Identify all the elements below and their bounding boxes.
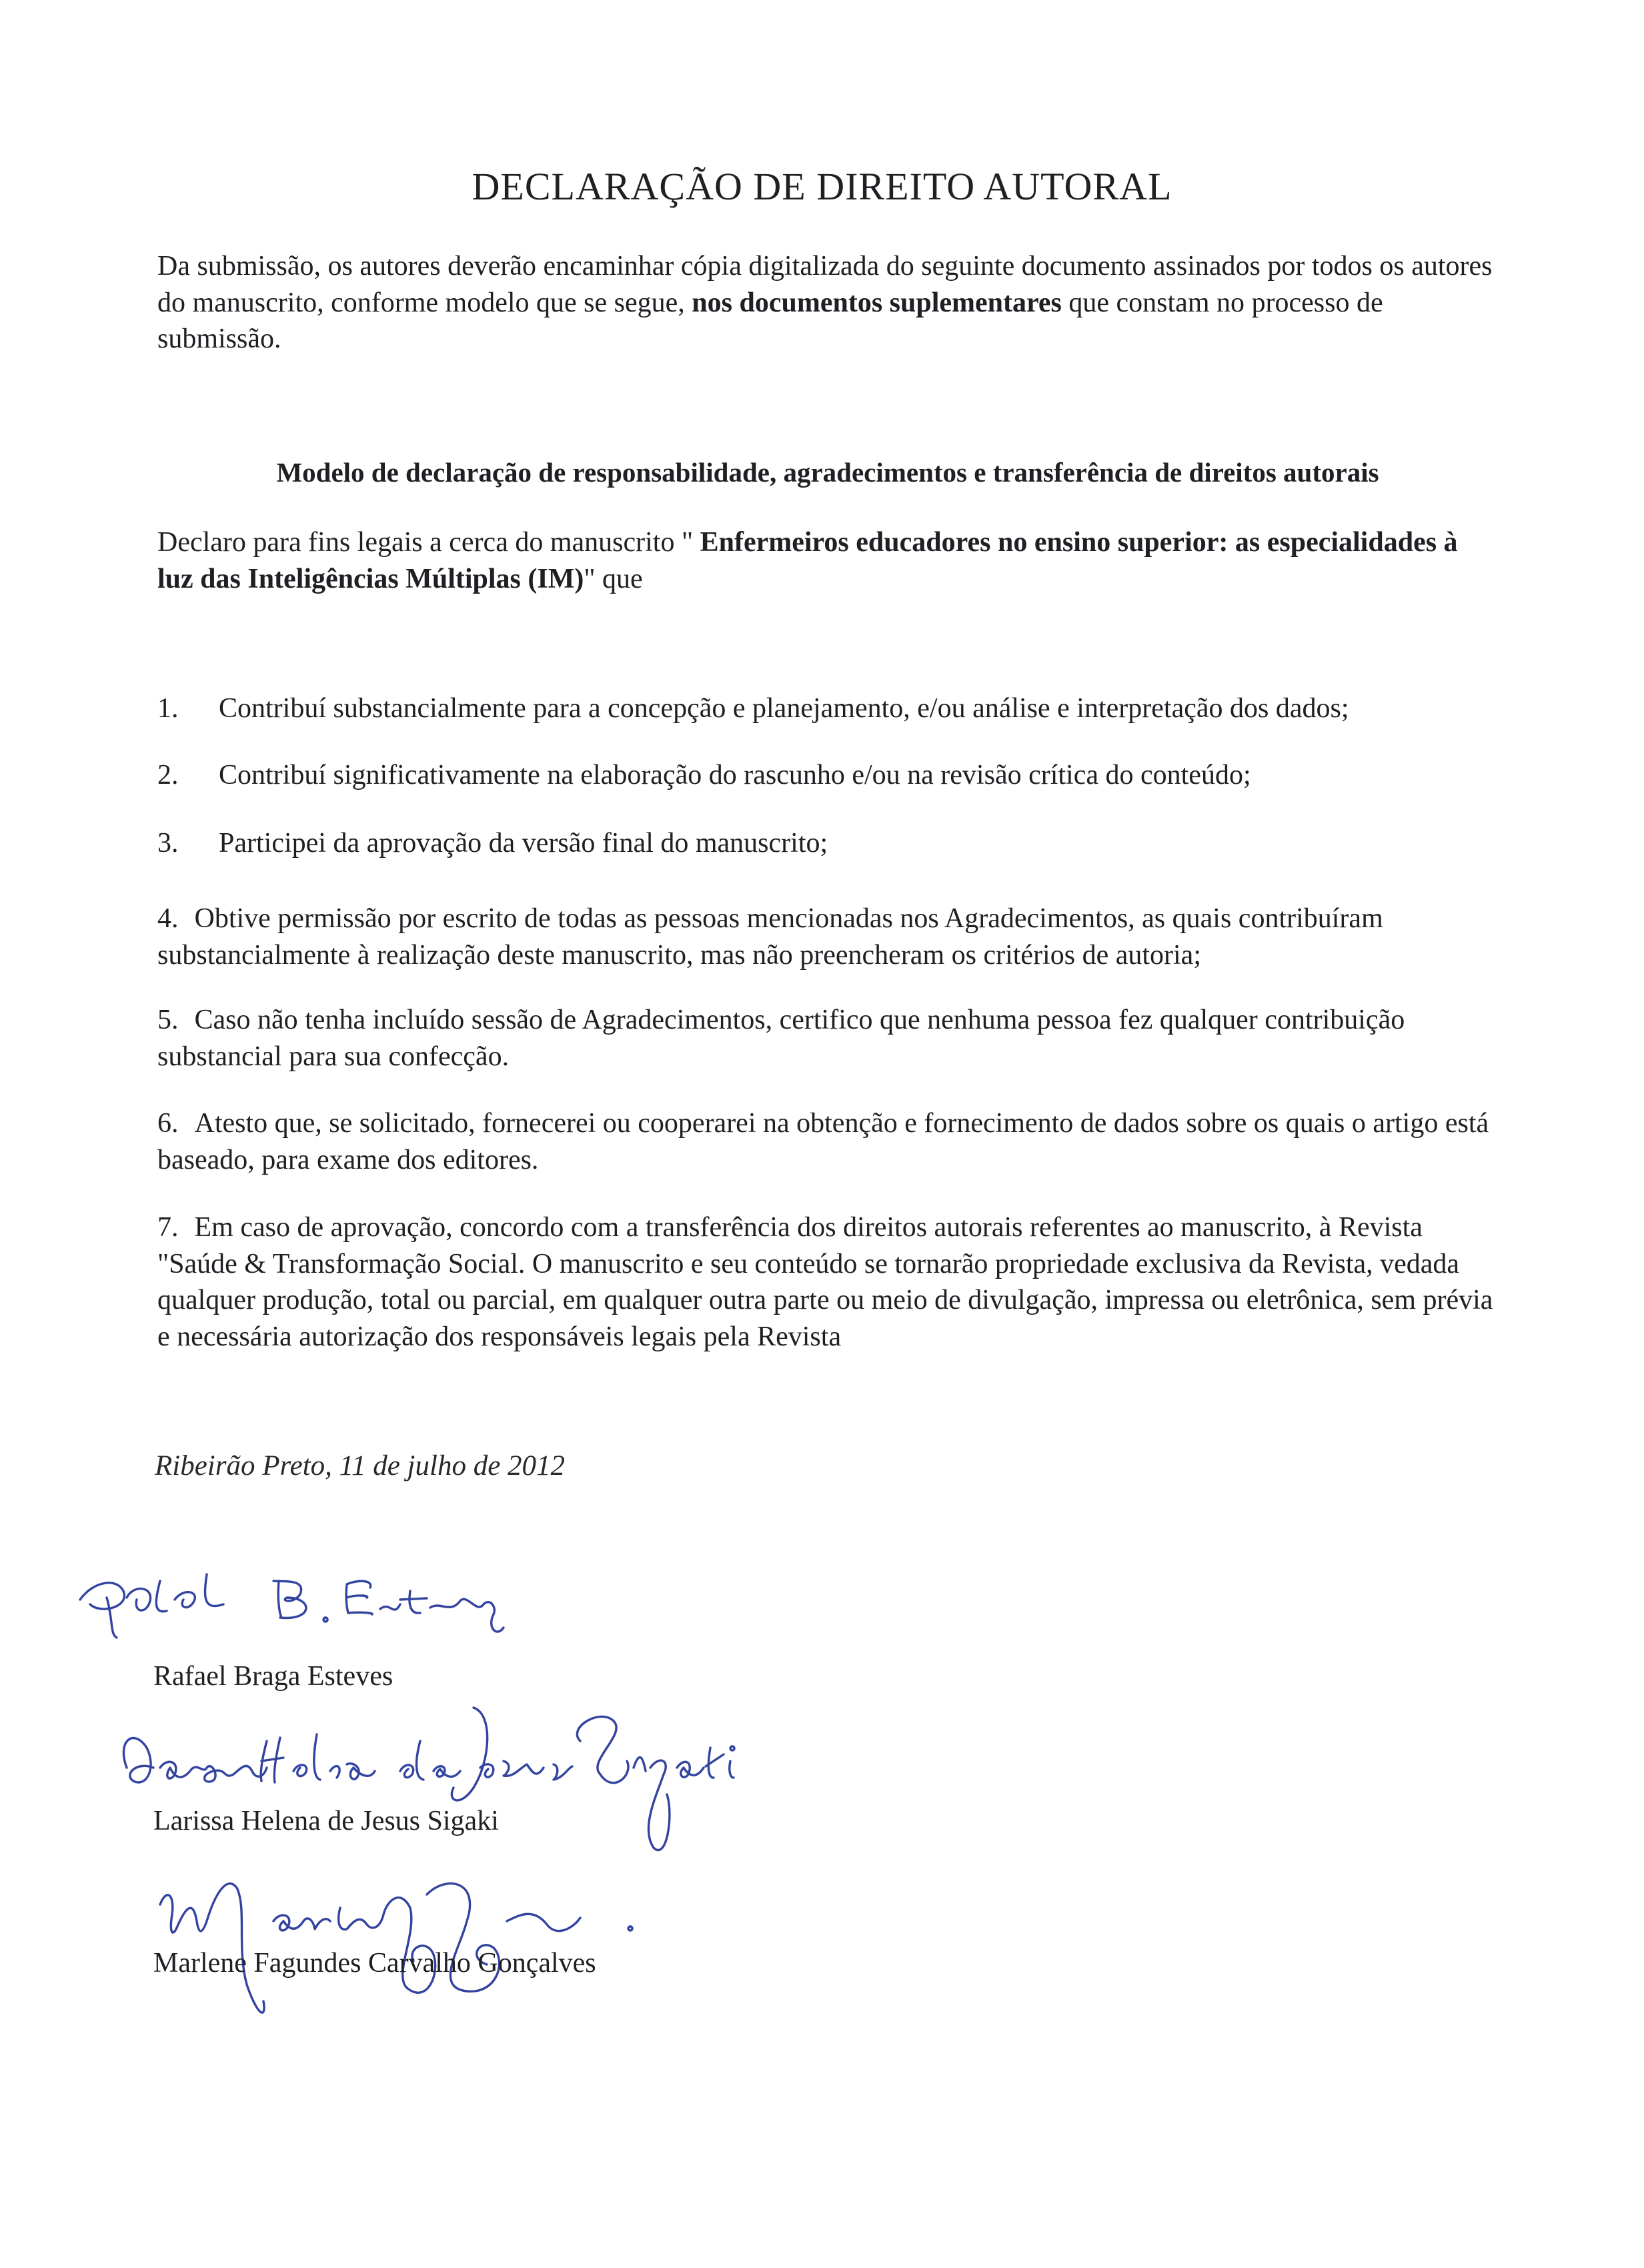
item-text: Obtive permissão por escrito de todas as pessoas mencionadas nos Agradecimentos, as quais contribuíram substancialmente à realização deste manuscrito, mas não preencheram os critérios de autoria; [157,903,1383,971]
item-number: 1. [157,693,179,724]
manuscript-title: Enfermeiros educadores no ensino superior: as especialidades à luz das Inteligências Múltiplas (IM) [157,527,1458,594]
intro-bold-text: nos documentos suplementares [692,287,1062,318]
item-number: 4. [157,903,179,934]
declaration-item-4 [157,901,1498,973]
item-number: 3. [157,828,179,859]
document-title: DECLARAÇÃO DE DIREITO AUTORAL [472,165,1172,208]
item-number: 7. [157,1212,179,1243]
declaration-text-2: " que [584,563,643,594]
declaration-item-7 [157,1209,1498,1355]
item-text: Contribuí significativamente na elaboração do rascunho e/ou na revisão crítica do conteúdo; [219,760,1251,790]
model-subtitle: Modelo de declaração de responsabilidade, agradecimentos e transferência de direitos autorais [276,457,1379,488]
item-text: Em caso de aprovação, concordo com a transferência dos direitos autorais referentes ao manuscrito, à Revista "Saúde & Transformação Social. O manuscrito e seu conteúdo se tornarão propriedade exclusiva da Revista, vedada qualquer produção, total ou parcial, em qualquer outra parte ou meio de divulgação, impressa ou eletrônica, sem prévia e necessária autorização dos responsáveis legais pela Revista [157,1212,1493,1352]
declaration-text-1: Declaro para fins legais a cerca do manuscrito " [157,527,694,558]
declaration-paragraph [157,524,1498,597]
signature-rafael [80,1574,504,1638]
declaration-item-6 [157,1105,1498,1178]
signer-name-1: Rafael Braga Esteves [153,1661,393,1692]
item-text: Caso não tenha incluído sessão de Agradecimentos, certifico que nenhuma pessoa fez qualquer contribuição substancial para sua confecção. [157,1005,1405,1072]
item-text: Atesto que, se solicitado, fornecerei ou cooperarei na obtenção e fornecimento de dados sobre os quais o artigo está baseado, para exame dos editores. [157,1108,1489,1175]
item-number: 2. [157,760,179,790]
item-number: 5. [157,1005,179,1035]
place-and-date: Ribeirão Preto, 11 de julho de 2012 [155,1450,566,1482]
signer-name-3: Marlene Fagundes Carvalho Gonçalves [153,1948,596,1978]
declaration-item-3 [157,825,1498,862]
signer-name-2: Larissa Helena de Jesus Sigaki [153,1806,499,1836]
item-text: Contribuí substancialmente para a concepção e planejamento, e/ou análise e interpretação dos dados; [219,693,1349,724]
item-number: 6. [157,1108,179,1139]
declaration-item-2 [157,757,1498,794]
declaration-item-5 [157,1002,1498,1075]
intro-text-1: Da submissão, os autores deverão encaminhar cópia digitalizada do seguinte documento assinados por todos os autores do manuscrito, conforme modelo que se segue, [157,251,1493,318]
item-text: Participei da aprovação da versão final do manuscrito; [219,828,828,859]
intro-text-2: que constam no processo de submissão. [157,287,1383,355]
declaration-item-1 [157,690,1498,727]
intro-paragraph [157,248,1498,358]
